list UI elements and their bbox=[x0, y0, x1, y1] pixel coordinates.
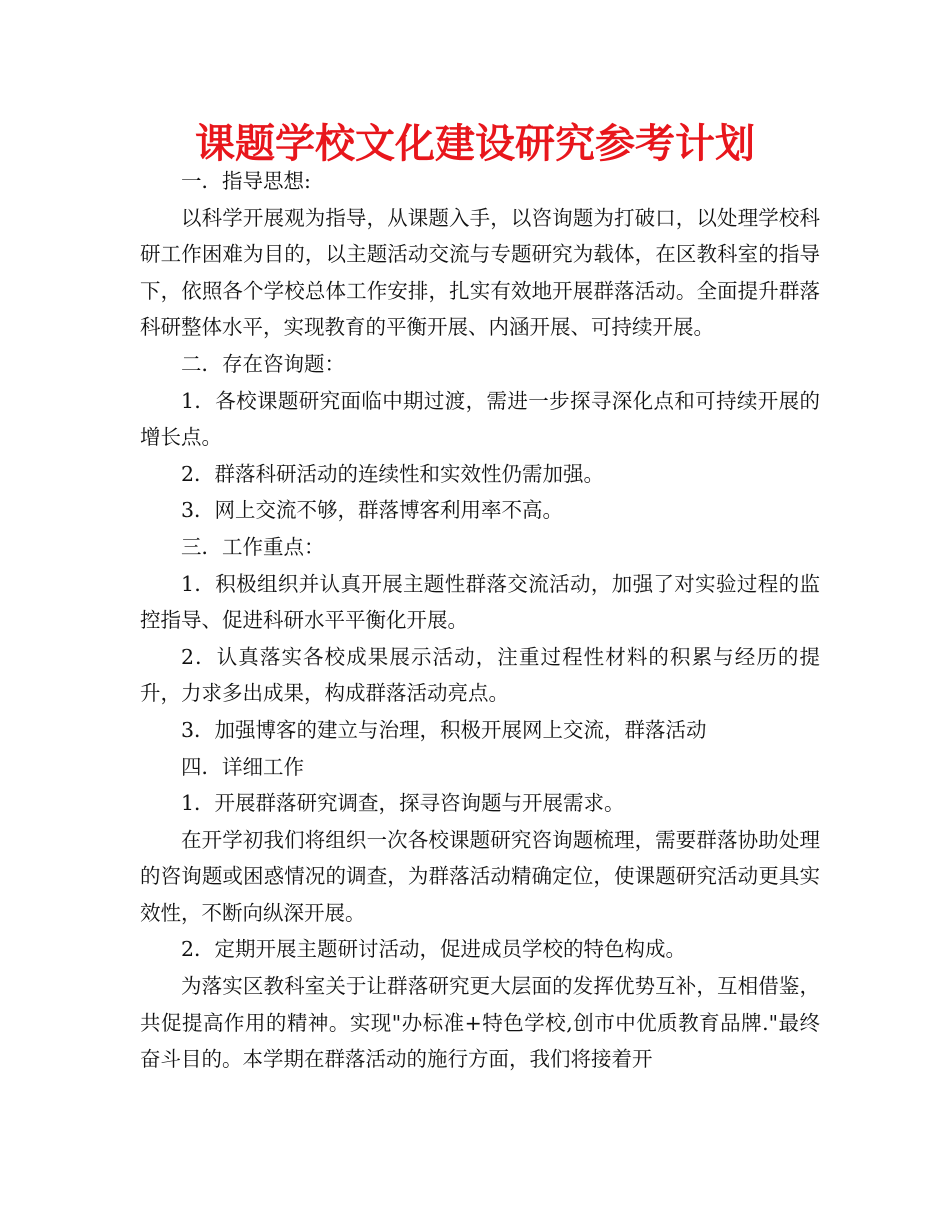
heading-guiding-thought: 一．指导思想: bbox=[181, 169, 311, 193]
list-item: 2．定期开展主题研讨活动，促进成员学校的特色构成。 bbox=[181, 937, 687, 962]
list-item: 1．各校课题研究面临中期过渡，需进一步探寻深化点和可持续开展的增长点。 bbox=[140, 388, 820, 450]
list-item: 1．开展群落研究调查，探寻咨询题与开展需求。 bbox=[181, 791, 625, 816]
document-title: 课题学校文化建设研究参考计划 bbox=[195, 121, 755, 167]
list-item: 3．加强博客的建立与治理，积极开展网上交流，群落活动 bbox=[181, 717, 707, 742]
heading-work-focus: 三．工作重点： bbox=[181, 534, 325, 559]
paragraph: 在开学初我们将组织一次各校课题研究咨询题梳理，需要群落协助处理的咨询题或困惑情况的调查，为群落活动精确定位，使课题研究活动更具实效性，不断向纵深开展。 bbox=[140, 827, 820, 925]
list-item: 2．认真落实各校成果展示活动，注重过程性材料的积累与经历的提升，力求多出成果，构成群落活动亮点。 bbox=[140, 644, 820, 706]
heading-detailed-work: 四．详细工作 bbox=[181, 754, 304, 779]
document-body bbox=[140, 163, 820, 1078]
list-item: 3．网上交流不够，群落博客利用率不高。 bbox=[181, 498, 564, 523]
heading-existing-problems: 二．存在咨询题： bbox=[181, 351, 345, 376]
list-item: 2．群落科研活动的连续性和实效性仍需加强。 bbox=[181, 461, 605, 486]
paragraph: 以科学开展观为指导，从课题入手，以咨询题为打破口，以处理学校科研工作困难为目的，以主题活动交流与专题研究为载体，在区教科室的指导下，依照各个学校总体工作安排，扎实有效地开展群落活动。全面提升群落科研整体水平，实现教育的平衡开展、内涵开展、可持续开展。 bbox=[140, 205, 820, 340]
list-item: 1．积极组织并认真开展主题性群落交流活动，加强了对实验过程的监控指导、促进科研水平平衡化开展。 bbox=[140, 571, 820, 633]
paragraph: 为落实区教科室关于让群落研究更大层面的发挥优势互补，互相借鉴，共促提高作用的精神。实现"办标准+特色学校,创市中优质教育品牌."最终奋斗目的。本学期在群落活动的施行方面，我们将接着开 bbox=[140, 974, 820, 1072]
